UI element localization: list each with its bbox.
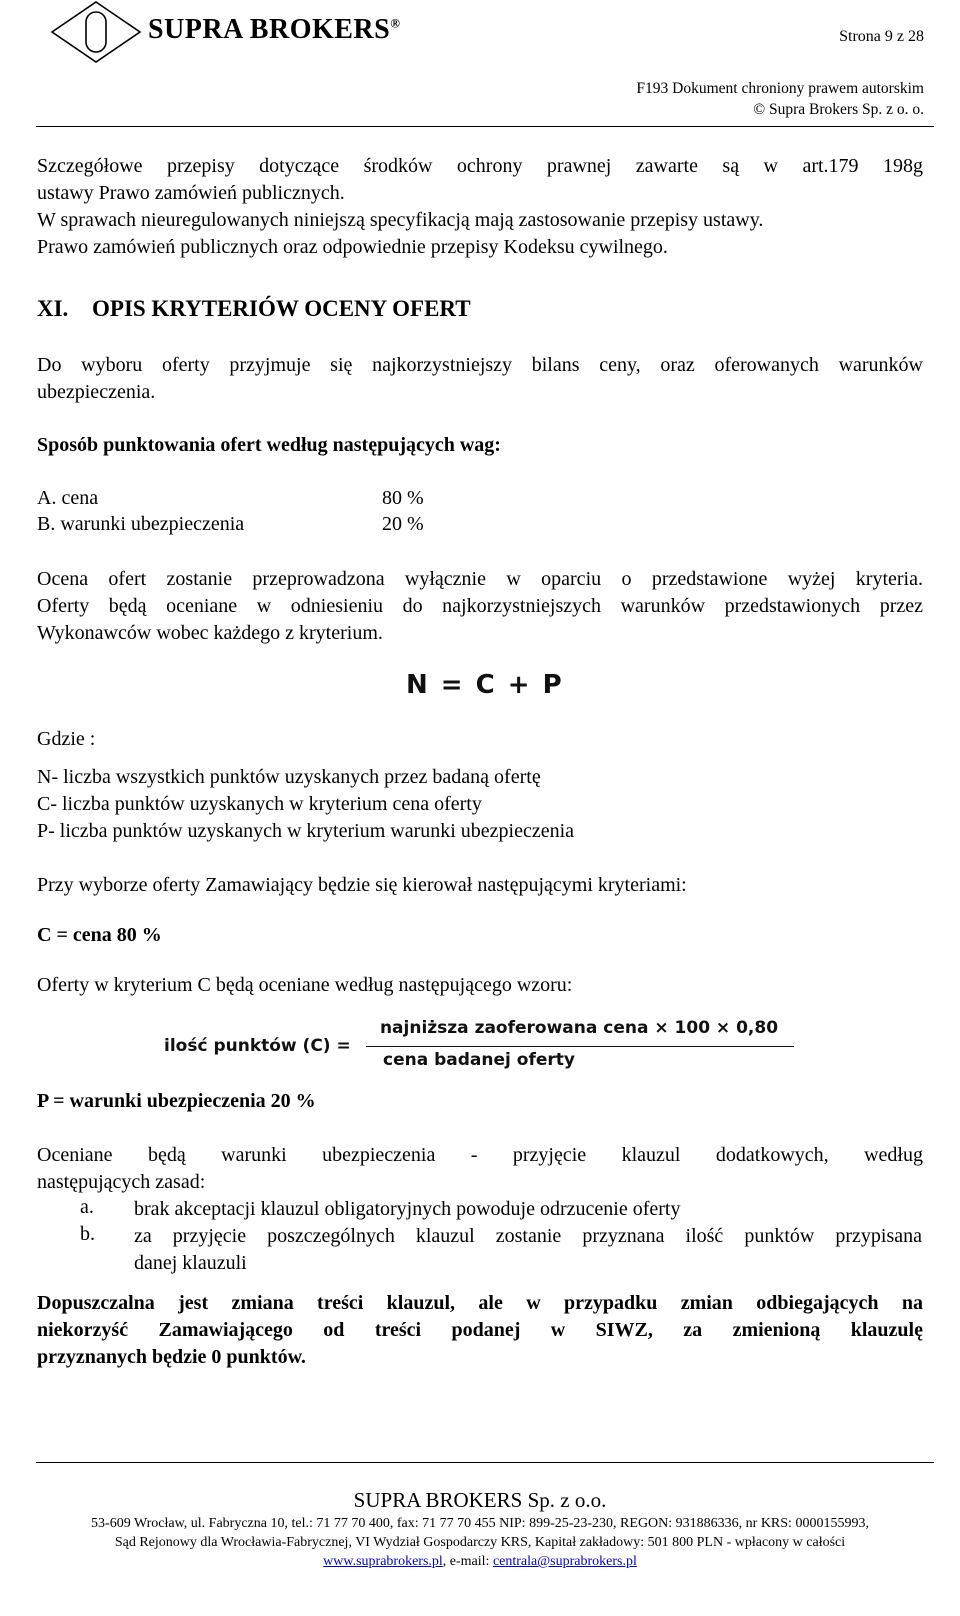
eval-line-2: Oferty będą oceniane w odniesieniu do najkorzystniejszych warunków przedstawionych przez <box>37 595 923 617</box>
criteria-intro: Przy wyborze oferty Zamawiający będzie się kierował następującymi kryteriami: <box>37 874 687 896</box>
rule-a-letter: a. <box>80 1196 94 1218</box>
criterion-p-heading: P = warunki ubezpieczenia 20 % <box>37 1090 316 1112</box>
footer-divider <box>36 1462 934 1463</box>
c-formula-denominator: cena badanej oferty <box>383 1050 575 1070</box>
logo-diamond-icon <box>48 0 144 64</box>
where-label: Gdzie : <box>37 728 96 750</box>
intro-line-4: Prawo zamówień publicznych oraz odpowiednie przepisy Kodeksu cywilnego. <box>37 236 668 258</box>
bold-note-line-3: przyznanych będzie 0 punktów. <box>37 1346 306 1368</box>
header-divider <box>36 126 934 127</box>
weight-label-b: B. warunki ubezpieczenia <box>37 513 245 535</box>
rule-a-text: brak akceptacji klauzul obligatoryjnych powoduje odrzucenie oferty <box>134 1198 681 1220</box>
intro-line-3: W sprawach nieuregulowanych niniejszą specyfikacją mają zastosowanie przepisy ustawy. <box>37 209 764 231</box>
fraction-bar <box>366 1046 794 1047</box>
section-title: OPIS KRYTERIÓW OCENY OFERT <box>92 296 471 321</box>
rule-b-text-line-2: danej klauzuli <box>134 1252 247 1274</box>
c-formula-numerator: najniższa zaoferowana cena × 100 × 0,80 <box>379 1018 779 1038</box>
page-number: Strona 9 z 28 <box>839 28 924 45</box>
eval-line-3: Wykonawców wobec każdego z kryterium. <box>37 622 383 644</box>
definition-c: C- liczba punktów uzyskanych w kryterium cena oferty <box>37 793 482 815</box>
p-line-2: następujących zasad: <box>37 1171 206 1193</box>
email-label: , e-mail: <box>442 1554 493 1569</box>
section-number: XI. <box>37 296 69 321</box>
definition-n: N- liczba wszystkich punktów uzyskanych przez badaną ofertę <box>37 766 541 788</box>
weights-heading: Sposób punktowania ofert według następujących wag: <box>37 434 501 456</box>
c-formula-left: ilość punktów (C) = <box>164 1036 351 1056</box>
rule-b-text-line-1: za przyjęcie poszczególnych klauzul zostanie przyznana ilość punktów przypisana <box>134 1225 922 1247</box>
document-notice: F193 Dokument chroniony prawem autorskim <box>636 80 924 97</box>
rule-b-letter: b. <box>80 1223 95 1245</box>
choice-line-2: ubezpieczenia. <box>37 381 156 403</box>
weight-value-a: 80 % <box>382 487 424 509</box>
choice-line-1: Do wyboru oferty przyjmuje się najkorzystniejszy bilans ceny, oraz oferowanych warunków <box>37 354 923 376</box>
website-link[interactable]: www.suprabrokers.pl <box>323 1554 443 1569</box>
criterion-c-heading: C = cena 80 % <box>37 924 162 946</box>
footer-registry: Sąd Rejonowy dla Wrocławia-Fabrycznej, VI Wydział Gospodarczy KRS, Kapitał zakładowy: 501 800 PLN - wpłacony w całości <box>114 1535 846 1550</box>
copyright-notice: © Supra Brokers Sp. z o. o. <box>753 101 924 118</box>
c-formula-intro: Oferty w kryterium C będą oceniane według następującego wzoru: <box>37 974 573 996</box>
bold-note-line-2: niekorzyść Zamawiającego od treści podanej w SIWZ, za zmienioną klauzulę <box>37 1319 923 1341</box>
intro-line-1: Szczegółowe przepisy dotyczące środków ochrony prawnej zawarte są w art.179 198g <box>37 155 923 177</box>
logo-text: SUPRA BROKERS® <box>148 14 401 45</box>
eval-line-1: Ocena ofert zostanie przeprowadzona wyłącznie w oparciu o przedstawione wyżej kryteria. <box>37 568 923 590</box>
formula-total: N = C + P <box>406 670 564 700</box>
weight-label-a: A. cena <box>37 487 99 509</box>
footer-company: SUPRA BROKERS Sp. z o.o. <box>353 1488 607 1512</box>
intro-line-2: ustawy Prawo zamówień publicznych. <box>37 182 345 204</box>
definition-p: P- liczba punktów uzyskanych w kryterium warunki ubezpieczenia <box>37 820 575 842</box>
p-line-1: Oceniane będą warunki ubezpieczenia - przyjęcie klauzul dodatkowych, według <box>37 1144 923 1166</box>
email-link[interactable]: centrala@suprabrokers.pl <box>492 1554 637 1569</box>
bold-note-line-1: Dopuszczalna jest zmiana treści klauzul, ale w przypadku zmian odbiegających na <box>37 1292 923 1314</box>
footer-contact <box>0 1552 960 1571</box>
weight-value-b: 20 % <box>382 513 424 535</box>
footer-address: 53-609 Wrocław, ul. Fabryczna 10, tel.: 71 77 70 400, fax: 71 77 70 455 NIP: 899-25-23-230, REGON: 931886336, nr KRS: 0000155993, <box>91 1516 869 1531</box>
registered-mark: ® <box>390 15 401 31</box>
